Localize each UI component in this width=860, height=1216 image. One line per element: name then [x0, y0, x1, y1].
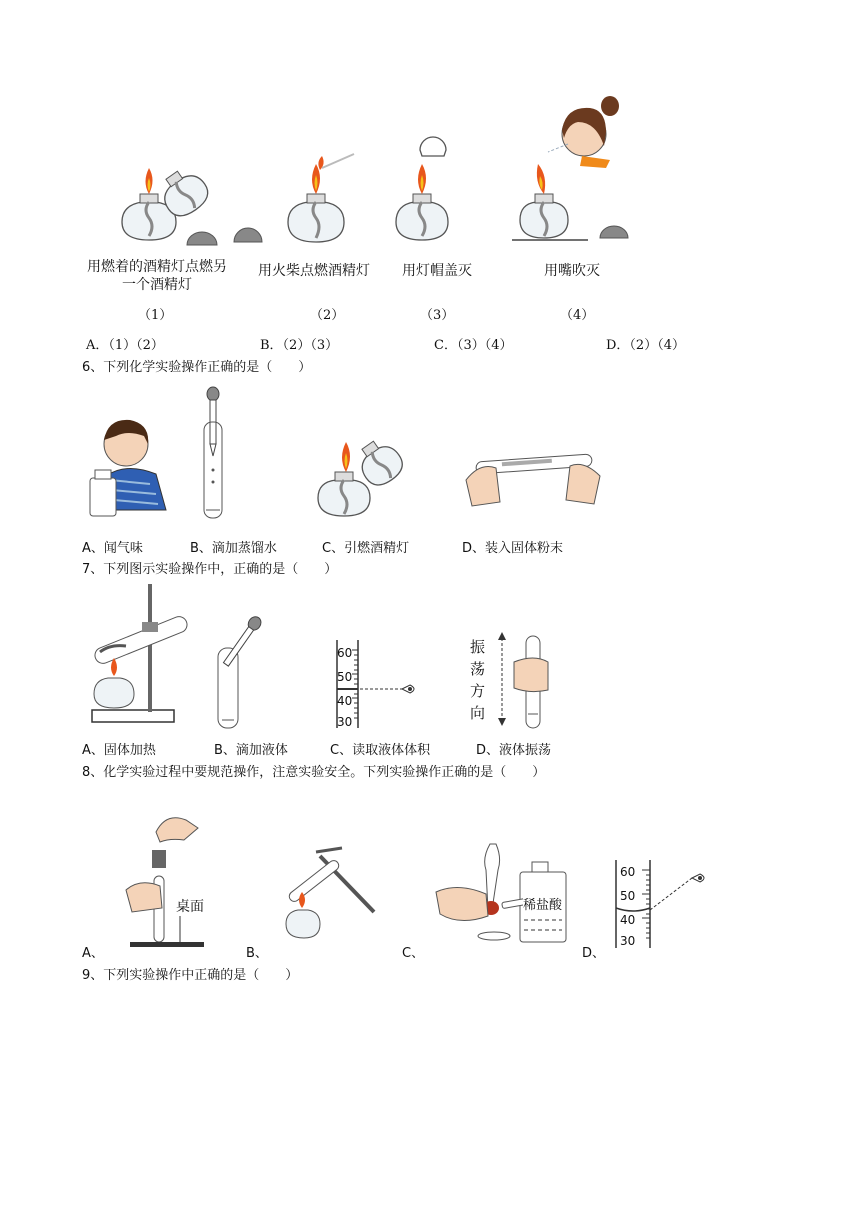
q7-tick-50: 50 — [337, 670, 353, 684]
q6-option-a[interactable]: A、闻气味 — [82, 541, 143, 556]
q7-option-d[interactable]: D、液体振荡 — [476, 743, 552, 758]
q7-tick-60: 60 — [337, 646, 353, 660]
q8-desk-label: 桌面 — [176, 899, 204, 915]
q8-option-a[interactable]: A、 — [82, 946, 104, 961]
q5-caption-1: 用燃着的酒精灯点燃另一个酒精灯 — [87, 259, 227, 293]
q8-figure-a-stopper-on-desk — [126, 812, 206, 948]
q7-figure-a-solid-heating — [86, 584, 190, 726]
q7-tick-30: 30 — [337, 715, 353, 729]
q8-cylinder-ticks — [620, 860, 635, 950]
q8-stem: 8、化学实验过程中要规范操作，注意实验安全。下列实验操作正确的是（ ） — [82, 765, 546, 780]
q5-option-b[interactable]: B．（2）（3） — [260, 338, 339, 353]
q7-option-c[interactable]: C、读取液体体积 — [330, 743, 431, 758]
q5-number-1: （1） — [138, 308, 173, 323]
q9-stem: 9、下列实验操作中正确的是（ ） — [82, 968, 299, 983]
q5-figure-2-match-lighting — [282, 150, 362, 250]
q8-option-b[interactable]: B、 — [246, 946, 268, 961]
q7-shake-char-1: 振 — [470, 638, 486, 656]
q6-figure-a-smell — [86, 414, 172, 518]
q8-tick-50: 50 — [620, 889, 636, 903]
q7-tick-40: 40 — [337, 694, 353, 708]
q7-shake-label — [470, 636, 485, 724]
q5-caption-2: 用火柴点燃酒精灯 — [258, 263, 370, 279]
q6-option-d[interactable]: D、装入固体粉末 — [462, 541, 564, 556]
q6-option-b[interactable]: B、滴加蒸馏水 — [190, 541, 277, 556]
q7-shake-char-4: 向 — [470, 704, 486, 722]
q8-option-d[interactable]: D、 — [582, 946, 606, 961]
q8-tick-60: 60 — [620, 865, 636, 879]
q5-option-d[interactable]: D．（2）（4） — [606, 338, 685, 353]
q8-bottle-label: 稀盐酸 — [523, 894, 562, 913]
q8-figure-b-tube-clamp — [280, 846, 378, 946]
q7-figure-d-shaking — [494, 632, 556, 732]
q5-number-2: （2） — [310, 308, 345, 323]
q5-number-4: （4） — [560, 308, 595, 323]
q7-shake-char-3: 方 — [470, 682, 486, 700]
q7-stem: 7、下列图示实验操作中，正确的是（ ） — [82, 562, 338, 577]
q7-figure-b-adding-liquid — [210, 618, 270, 730]
q5-number-3: （3） — [420, 308, 455, 323]
q8-tick-40: 40 — [620, 913, 636, 927]
q7-cylinder-ticks — [337, 641, 352, 731]
q5-figure-1-lamp-lighting-lamp — [112, 150, 222, 250]
lamp-cap-icon — [232, 222, 264, 244]
q8-tick-30: 30 — [620, 934, 636, 948]
q7-shake-char-2: 荡 — [470, 660, 486, 678]
q6-stem: 6、下列化学实验操作正确的是（ ） — [82, 360, 312, 375]
q6-figure-c-lamp-to-lamp — [312, 424, 412, 524]
q6-figure-d-powder — [462, 440, 604, 512]
q8-option-c[interactable]: C、 — [402, 946, 425, 961]
q5-option-a[interactable]: A．（1）（2） — [86, 338, 164, 353]
q7-option-b[interactable]: B、滴加液体 — [214, 743, 288, 758]
q5-caption-4: 用嘴吹灭 — [544, 263, 600, 279]
q6-figure-b-dropper — [196, 386, 230, 522]
q5-figure-3-cap-extinguish — [390, 122, 460, 250]
q5-option-c[interactable]: C．（3）（4） — [434, 338, 513, 353]
q5-caption-3: 用灯帽盖灭 — [402, 263, 472, 279]
q6-option-c[interactable]: C、引燃酒精灯 — [322, 541, 410, 556]
q5-figure-4-blow-out — [508, 92, 638, 250]
q7-option-a[interactable]: A、固体加热 — [82, 743, 156, 758]
